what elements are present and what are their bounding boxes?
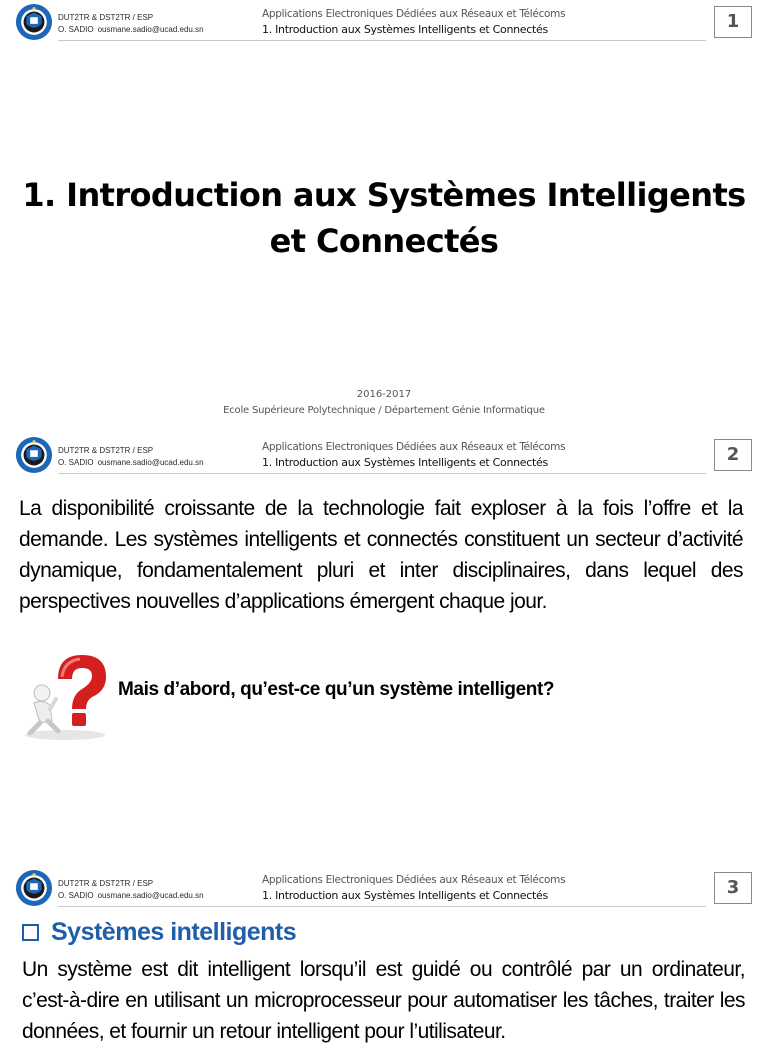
university-logo-icon (15, 3, 53, 41)
header-author: O. SADIO (58, 458, 94, 467)
header-course-info (262, 873, 565, 903)
header-author-info (58, 878, 204, 902)
header-email[interactable]: ousmane.sadio@ucad.edu.sn (97, 25, 204, 34)
checkbox-bullet-icon (22, 924, 39, 941)
university-logo-icon (15, 869, 53, 907)
page-number: 2 (714, 439, 752, 471)
header-chapter: 1. Introduction aux Systèmes Intelligents et Connectés (262, 23, 548, 36)
header-program: DUT2TR & DST2TR / ESP (58, 13, 154, 22)
header-program: DUT2TR & DST2TR / ESP (58, 446, 154, 455)
academic-year: 2016-2017 (356, 389, 412, 400)
slide-2 (0, 433, 768, 866)
header-author-info (58, 12, 204, 36)
header-author-info (58, 445, 204, 469)
slide-title (0, 172, 768, 264)
header-email[interactable]: ousmane.sadio@ucad.edu.sn (97, 458, 204, 467)
slide-header (0, 433, 768, 477)
header-chapter: 1. Introduction aux Systèmes Intelligents et Connectés (262, 456, 548, 469)
slide-title-line-2: et Connectés (269, 222, 499, 260)
header-divider (58, 473, 706, 474)
header-chapter: 1. Introduction aux Systèmes Intelligents et Connectés (262, 889, 548, 902)
university-logo-icon (15, 436, 53, 474)
page-number: 3 (714, 872, 752, 904)
header-divider (58, 40, 706, 41)
section-heading (22, 918, 296, 947)
header-course-info (262, 440, 565, 470)
header-course-info (262, 7, 565, 37)
slide-1 (0, 0, 768, 433)
slide-3 (0, 866, 768, 1043)
header-divider (58, 906, 706, 907)
header-program: DUT2TR & DST2TR / ESP (58, 879, 154, 888)
header-email[interactable]: ousmane.sadio@ucad.edu.sn (97, 891, 204, 900)
section-title: Systèmes intelligents (51, 918, 297, 946)
question-mark-person-icon (20, 649, 110, 741)
question-text: Mais d’abord, qu’est-ce qu’un système intelligent? (118, 679, 555, 700)
header-course: Applications Electroniques Dédiées aux Réseaux et Télécoms (262, 874, 566, 886)
header-course: Applications Electroniques Dédiées aux Réseaux et Télécoms (262, 441, 566, 453)
header-author: O. SADIO (58, 25, 94, 34)
header-course: Applications Electroniques Dédiées aux Réseaux et Télécoms (262, 8, 566, 20)
page-number: 1 (714, 6, 752, 38)
slide-header (0, 866, 768, 910)
slide-title-line-1: 1. Introduction aux Systèmes Intelligents (22, 176, 746, 214)
slide-header (0, 0, 768, 44)
school-name: Ecole Supérieure Polytechnique / Département Génie Informatique (223, 405, 545, 416)
header-author: O. SADIO (58, 891, 94, 900)
definition-paragraph: Un système est dit intelligent lorsqu’il est guidé ou contrôlé par un ordinateur, c’est-à-dire en utilisant un microprocesseur pour automatiser les tâches, traiter les données, et fournir un retour intelligent pour l’utilisateur. (22, 958, 745, 1043)
intro-paragraph: La disponibilité croissante de la technologie fait exploser à la fois l’offre et la demande. Les systèmes intelligents et connectés constituent un secteur d’activité dynamique, fondamentalement pluri et inter disciplinaires, dans lequel des perspectives nouvelles d’applications émergent chaque jour. (19, 497, 743, 613)
